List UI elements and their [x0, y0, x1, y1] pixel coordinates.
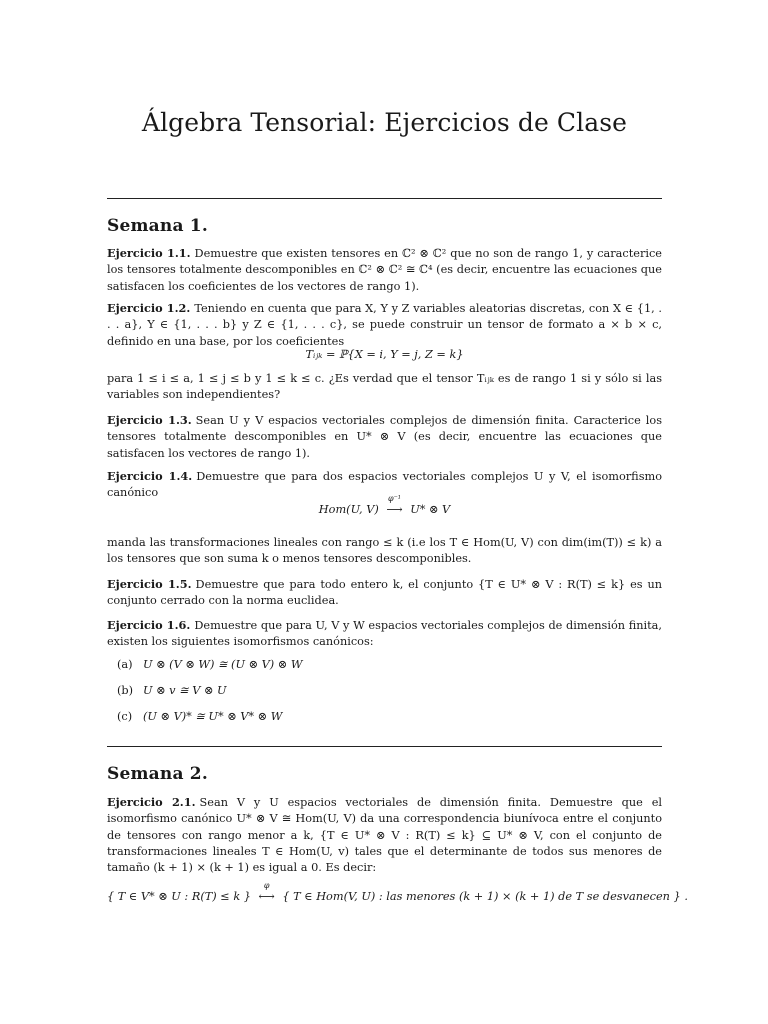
exercise-2-1-label: Ejercicio 2.1. [107, 795, 196, 809]
exercise-1-6 [107, 617, 662, 651]
list-item [117, 684, 227, 697]
document-title: Álgebra Tensorial: Ejercicios de Clase [141, 108, 628, 137]
exercise-1-2-text2: para 1 ≤ i ≤ a, 1 ≤ j ≤ b y 1 ≤ k ≤ c. ¿Es verdad que el tensor Tᵢⱼₖ es de rango 1 si y sólo si las variables son independientes? [107, 372, 662, 402]
exercise-1-4-text: Demuestre que para dos espacios vectoriales complejos U y V, el isomorfismo canónico [107, 470, 663, 500]
exercise-1-3-text: Sean U y V espacios vectoriales complejos de dimensión finita. Caracterice los tensores totalmente descomponibles en U* ⊗ V (es decir, encuentre las ecuaciones que satisfacen los vectores de rango 1). [107, 414, 662, 460]
list-item-math: (U ⊗ V)* ≅ U* ⊗ V* ⊗ W [143, 710, 283, 723]
list-item-tag: (b) [117, 684, 134, 697]
exercise-1-4-text2: manda las transformaciones lineales con rango ≤ k (i.e los T ∈ Hom(U, V) con dim(im(T)) ≤ k) a los tensores que son suma k o menos tensores descomponibles. [107, 536, 662, 566]
eq-hom: Hom(U, V) [318, 503, 379, 516]
top-rule [107, 198, 662, 199]
eq-set-right: { T ∈ Hom(V, U) : las menores (k + 1) × (k + 1) de T se desvanecen } . [282, 890, 688, 903]
exercise-1-5-text: Demuestre que para todo entero k, el conjunto {T ∈ U* ⊗ V : R(T) ≤ k} es un conjunto cerrado con la norma euclidea. [107, 578, 662, 608]
exercise-1-5-label: Ejercicio 1.5. [107, 577, 192, 591]
exercise-1-2-text: Teniendo en cuenta que para X, Y y Z variables aleatorias discretas, con X ∈ {1, . . . a}, Y ∈ {1, . . . b} y Z ∈ {1, . . . c}, se puede construir un tensor de formato a × b × c, definido en una base, por los coeficientes [107, 302, 663, 348]
exercise-1-2-label: Ejercicio 1.2. [107, 301, 191, 315]
list-item-math: U ⊗ (V ⊗ W) ≅ (U ⊗ V) ⊗ W [143, 658, 303, 671]
exercise-1-6-label: Ejercicio 1.6. [107, 618, 191, 632]
arrow-label-phi: φ [263, 881, 270, 890]
middle-rule [107, 746, 662, 747]
exercise-1-6-text: Demuestre que para U, V y W espacios vectoriales complejos de dimensión finita, existen los siguientes isomorfismos canónicos: [107, 619, 663, 649]
arrow-label-phi-inverse: φ⁻¹ [387, 494, 402, 503]
long-right-arrow-icon: φ⁻¹ ⟶ [382, 503, 406, 516]
exercise-1-2 [107, 300, 662, 350]
exercise-1-4-label: Ejercicio 1.4. [107, 469, 193, 483]
exercise-1-1-label: Ejercicio 1.1. [107, 246, 191, 260]
long-left-right-arrow-icon: φ ⟷ [255, 890, 279, 903]
list-item-tag: (c) [117, 710, 133, 723]
exercise-1-3 [107, 412, 662, 462]
eq-tensor: U* ⊗ V [410, 503, 451, 516]
list-item [117, 658, 302, 671]
week1-heading: Semana 1. [107, 216, 208, 236]
list-item [117, 710, 282, 723]
exercise-1-5 [107, 576, 662, 610]
exercise-2-1 [107, 794, 662, 876]
exercise-1-1 [107, 245, 662, 295]
exercise-1-4-equation [107, 494, 662, 516]
week2-heading: Semana 2. [107, 764, 208, 784]
list-item-math: U ⊗ v ≅ V ⊗ U [143, 684, 227, 697]
list-item-tag: (a) [117, 658, 133, 671]
exercise-1-2-equation: Tᵢⱼₖ = ℙ{X = i, Y = j, Z = k} [305, 348, 464, 361]
exercise-1-1-text: Demuestre que existen tensores en ℂ² ⊗ ℂ² que no son de rango 1, y caracterice los tensores totalmente descomponibles en ℂ² ⊗ ℂ² ≅ ℂ⁴ (es decir, encuentre las ecuaciones que satisfacen los coeficientes de los vectores de rango 1). [107, 247, 662, 293]
exercise-1-3-label: Ejercicio 1.3. [107, 413, 192, 427]
exercise-2-1-equation [107, 881, 688, 903]
eq-set-left: { T ∈ V* ⊗ U : R(T) ≤ k } [107, 890, 251, 903]
exercise-2-1-text: Sean V y U espacios vectoriales de dimensión finita. Demuestre que el isomorfismo canónico U* ⊗ V ≅ Hom(U, V) da una correspondencia biunívoca entre el conjunto de tensores con rango menor a k, {T ∈ U* ⊗ V : R(T) ≤ k} ⊆ U* ⊗ V, con el conjunto de transformaciones lineales T ∈ Hom(U, v) tales que el determinante de todos sus menores de tamaño (k + 1) × (k + 1) es igual a 0. Es decir: [107, 796, 663, 875]
